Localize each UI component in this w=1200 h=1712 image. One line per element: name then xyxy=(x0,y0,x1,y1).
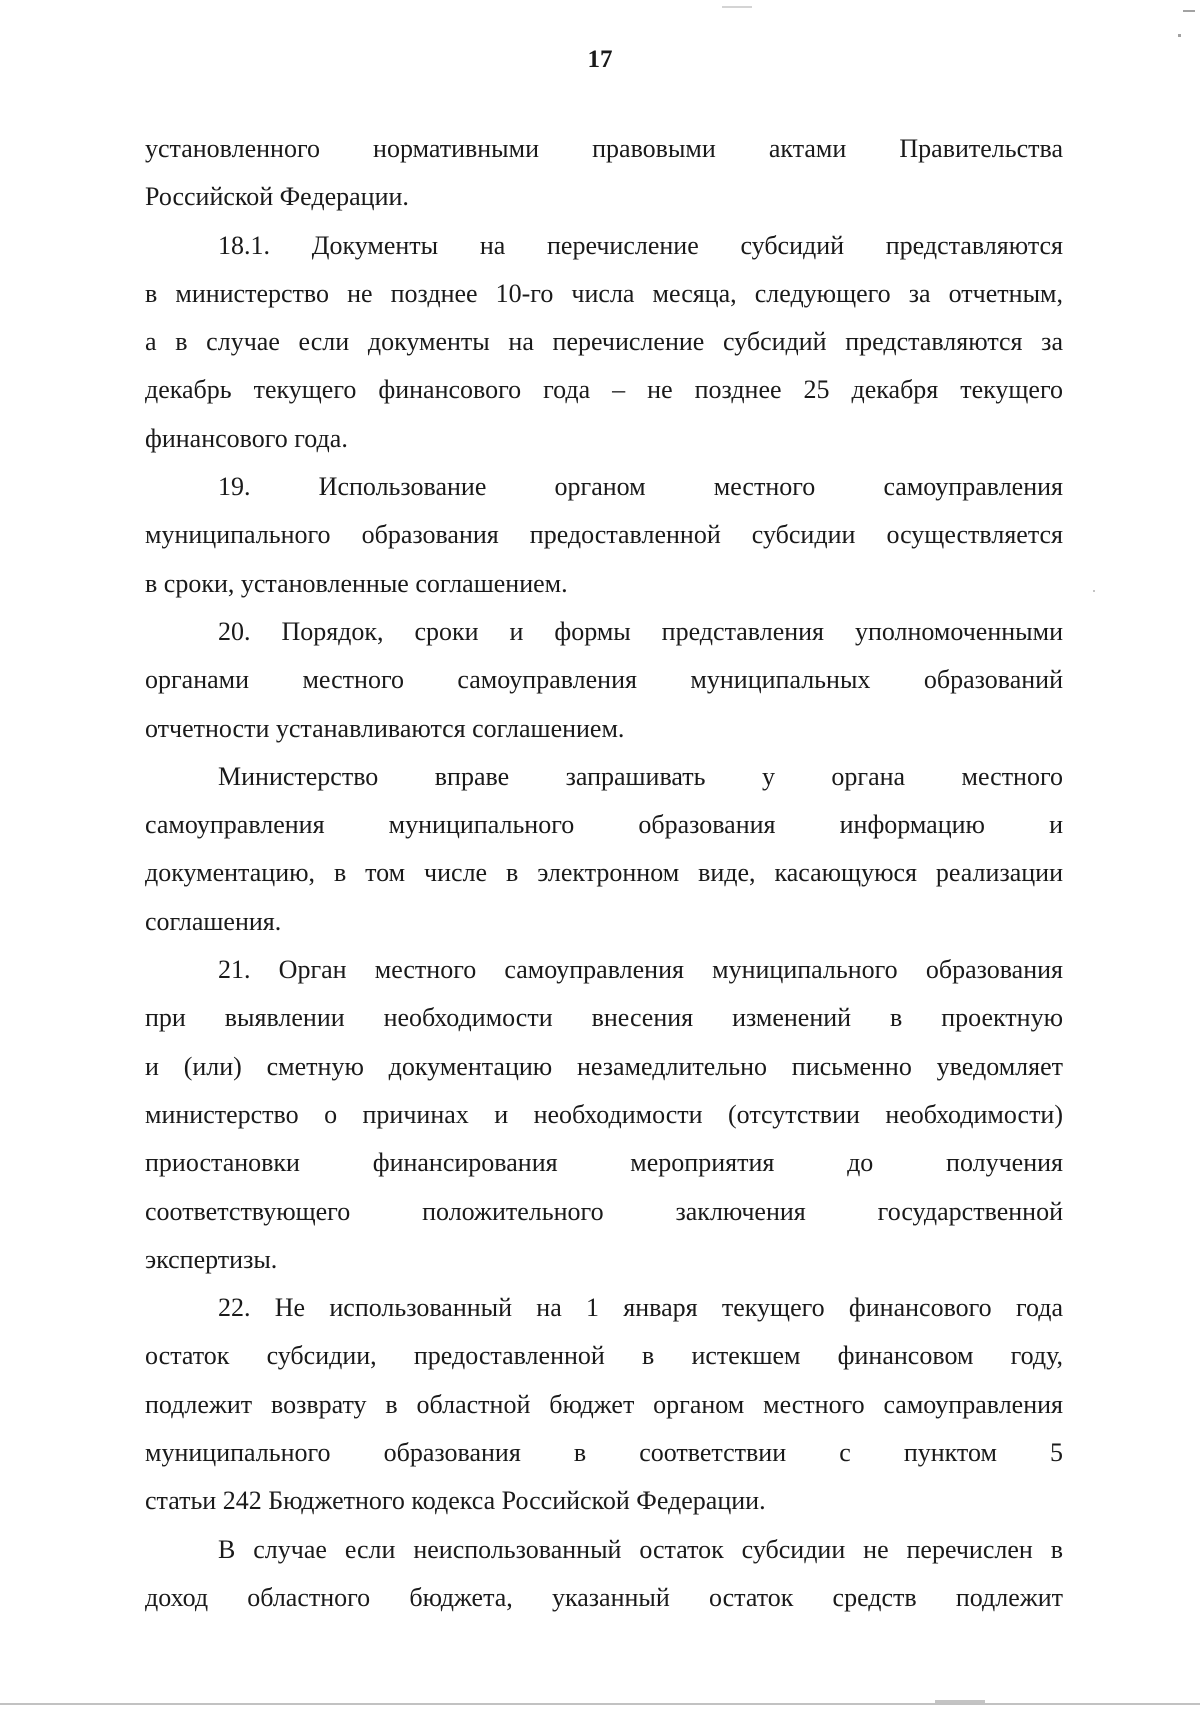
text-line: муниципального образования предоставленной субсидии осуществляется xyxy=(145,520,1063,550)
text-line: а в случае если документы на перечисление субсидий представляются за xyxy=(145,327,1063,357)
scan-bottom-edge xyxy=(0,1703,1200,1705)
paragraph-first-line: 20. Порядок, сроки и формы представления уполномоченными xyxy=(218,616,1063,646)
scan-speck xyxy=(1093,590,1095,592)
text-line: Российской Федерации. xyxy=(145,182,409,212)
document-body xyxy=(145,125,1063,1622)
text-line: муниципального образования в соответствии с пунктом 5 xyxy=(145,1438,1063,1468)
text-line: установленного нормативными правовыми актами Правительства xyxy=(145,134,1063,163)
paragraph-first-line: 19. Использование органом местного самоуправления xyxy=(218,472,1063,502)
text-line: приостановки финансирования мероприятия до получения xyxy=(145,1148,1063,1178)
text-line: министерство о причинах и необходимости (отсутствии необходимости) xyxy=(145,1099,1063,1129)
page-number: 17 xyxy=(587,46,613,73)
text-line: экспертизы. xyxy=(145,1244,278,1274)
scan-speck xyxy=(1183,10,1195,12)
text-line: и (или) сметную документацию незамедлительно письменно уведомляет xyxy=(145,1051,1063,1081)
text-line: декабрь текущего финансового года – не позднее 25 декабря текущего xyxy=(145,375,1063,405)
text-line: в сроки, установленные соглашением. xyxy=(145,568,568,598)
text-line: остаток субсидии, предоставленной в истекшем финансовом году, xyxy=(145,1341,1063,1371)
text-line: подлежит возврату в областной бюджет органом местного самоуправления xyxy=(145,1389,1063,1419)
scan-speck xyxy=(722,6,752,8)
paragraph-first-line: Министерство вправе запрашивать у органа местного xyxy=(218,761,1063,791)
paragraph-first-line: 21. Орган местного самоуправления муниципального образования xyxy=(218,955,1063,985)
text-line: доход областного бюджета, указанный остаток средств подлежит xyxy=(145,1582,1063,1612)
text-line: отчетности устанавливаются соглашением. xyxy=(145,713,625,743)
paragraph-first-line: 18.1. Документы на перечисление субсидий представляются xyxy=(218,230,1063,260)
paragraph-first-line: 22. Не использованный на 1 января текущего финансового года xyxy=(218,1293,1063,1323)
text-line: соглашения. xyxy=(145,906,282,936)
text-line: финансового года. xyxy=(145,423,348,453)
text-line: органами местного самоуправления муниципальных образований xyxy=(145,665,1063,695)
scan-speck xyxy=(1178,34,1181,37)
text-line: соответствующего положительного заключения государственной xyxy=(145,1196,1063,1226)
text-line: при выявлении необходимости внесения изменений в проектную xyxy=(145,1003,1063,1033)
text-line: в министерство не позднее 10-го числа месяца, следующего за отчетным, xyxy=(145,278,1063,308)
text-line: самоуправления муниципального образования информацию и xyxy=(145,810,1063,840)
text-line: статьи 242 Бюджетного кодекса Российской Федерации. xyxy=(145,1486,766,1516)
paragraph-first-line: В случае если неиспользованный остаток субсидии не перечислен в xyxy=(218,1534,1063,1564)
text-line: документацию, в том числе в электронном виде, касающуюся реализации xyxy=(145,858,1063,888)
